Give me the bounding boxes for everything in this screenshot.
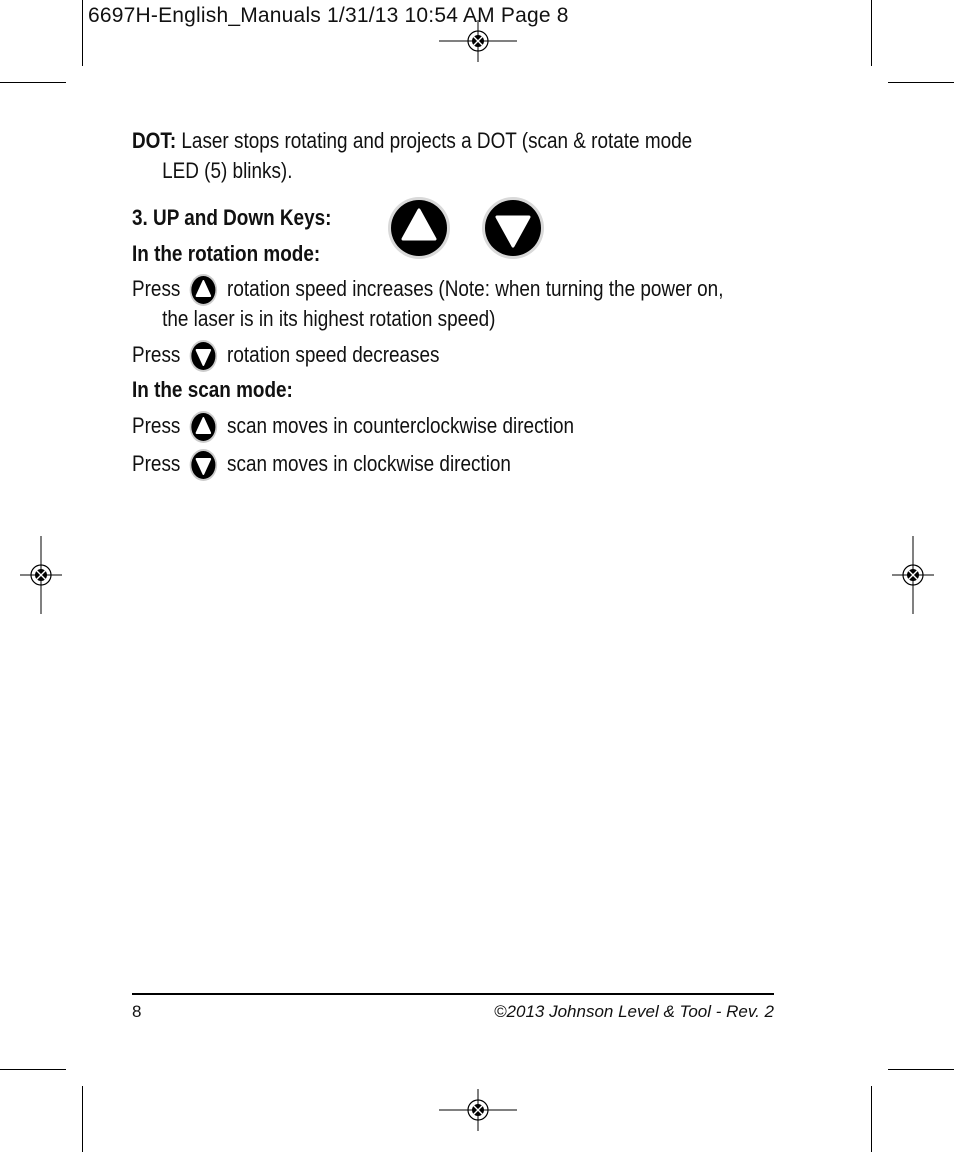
rotation-up-text: rotation speed increases (Note: when turning the power on, bbox=[227, 275, 724, 301]
registration-mark-right-icon bbox=[892, 536, 934, 614]
up-arrow-key-icon bbox=[387, 196, 451, 260]
scan-up-line bbox=[132, 410, 574, 444]
press-label: Press bbox=[132, 450, 181, 476]
scan-down-line bbox=[132, 448, 511, 482]
footer-rule bbox=[132, 993, 774, 995]
crop-mark-top-left-h bbox=[0, 82, 66, 83]
dot-label: DOT: bbox=[132, 128, 177, 153]
crop-mark-top-right-v bbox=[871, 0, 872, 66]
rotation-up-text-2: the laser is in its highest rotation speed) bbox=[162, 306, 496, 331]
crop-mark-bottom-right-h bbox=[888, 1069, 954, 1070]
crop-mark-bottom-right-v bbox=[871, 1086, 872, 1152]
down-arrow-key-icon bbox=[189, 448, 218, 482]
print-slug: 6697H-English_Manuals 1/31/13 10:54 AM Page 8 bbox=[88, 4, 569, 27]
press-label: Press bbox=[132, 275, 181, 301]
crop-mark-bottom-left-h bbox=[0, 1069, 66, 1070]
crop-mark-top-right-h bbox=[888, 82, 954, 83]
crop-mark-bottom-left-v bbox=[82, 1086, 83, 1152]
crop-mark-top-left-v bbox=[82, 0, 83, 66]
press-label: Press bbox=[132, 412, 181, 438]
down-arrow-key-icon bbox=[189, 339, 218, 373]
scan-up-text: scan moves in counterclockwise direction bbox=[227, 412, 575, 438]
scan-down-text: scan moves in clockwise direction bbox=[227, 450, 511, 476]
copyright-notice: ©2013 Johnson Level & Tool - Rev. 2 bbox=[494, 1002, 774, 1021]
registration-mark-bottom-icon bbox=[439, 1089, 517, 1131]
dot-line-2: LED (5) blinks). bbox=[162, 158, 293, 183]
dot-text-1: Laser stops rotating and projects a DOT (scan & rotate mode bbox=[176, 128, 693, 153]
up-arrow-key-icon bbox=[189, 273, 218, 307]
keys-heading: 3. UP and Down Keys: bbox=[132, 205, 332, 230]
registration-mark-left-icon bbox=[20, 536, 62, 614]
rotation-down-line bbox=[132, 339, 440, 373]
press-label: Press bbox=[132, 341, 181, 367]
page-number: 8 bbox=[132, 1002, 142, 1021]
registration-mark-top-icon bbox=[439, 20, 517, 62]
rotation-down-text: rotation speed decreases bbox=[227, 341, 440, 367]
scan-heading: In the scan mode: bbox=[132, 377, 293, 402]
down-arrow-key-icon bbox=[481, 196, 545, 260]
rotation-up-line bbox=[132, 273, 723, 307]
rotation-heading: In the rotation mode: bbox=[132, 241, 321, 266]
up-arrow-key-icon bbox=[189, 410, 218, 444]
dot-line-1 bbox=[132, 126, 692, 156]
